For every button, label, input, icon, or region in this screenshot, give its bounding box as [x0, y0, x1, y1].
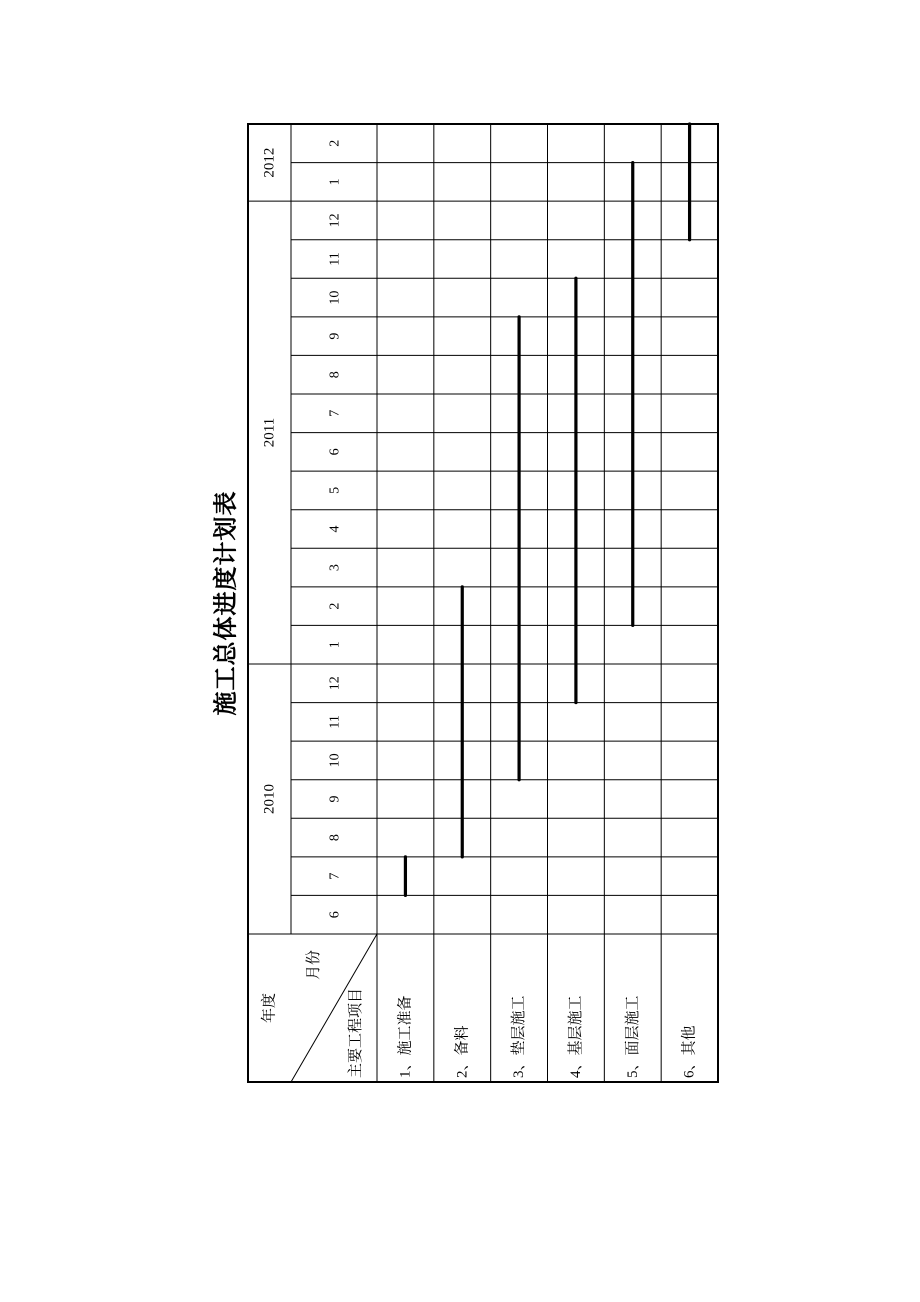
year-label: 2012 [261, 147, 278, 178]
month-label: 10 [327, 290, 343, 305]
month-label: 6 [327, 911, 343, 919]
item-header-label: 主要工程项目 [348, 987, 364, 1078]
month-label: 11 [327, 715, 343, 729]
year-label: 2011 [261, 417, 278, 448]
month-label: 4 [327, 525, 343, 533]
month-label: 3 [327, 564, 343, 572]
task-label: 1、施工准备 [397, 995, 414, 1078]
month-label: 10 [327, 753, 343, 768]
header-diagonal-line [291, 934, 377, 1082]
month-label: 1 [327, 641, 343, 649]
year-label: 2010 [261, 784, 278, 814]
month-label: 2 [327, 139, 343, 147]
table-border [248, 124, 718, 1082]
month-label: 12 [327, 676, 343, 691]
month-label: 6 [327, 448, 343, 456]
task-label: 3、垫层施工 [511, 995, 528, 1078]
month-label: 7 [327, 872, 343, 880]
task-label: 4、基层施工 [567, 995, 584, 1078]
month-label: 7 [327, 409, 343, 417]
month-label: 11 [327, 252, 343, 266]
month-label: 1 [327, 178, 343, 186]
month-header-label: 月份 [306, 950, 322, 981]
month-label: 8 [327, 834, 343, 842]
gantt-grid [248, 124, 718, 1082]
task-label: 5、面层施工 [624, 995, 641, 1078]
task-label: 6、其他 [681, 1025, 698, 1078]
page-title-text: 施工总体进度计划表 [210, 490, 240, 716]
task-label: 2、备料 [454, 1025, 471, 1078]
month-label: 5 [327, 486, 343, 494]
month-label: 8 [327, 371, 343, 379]
month-label: 2 [327, 602, 343, 610]
month-label: 9 [327, 332, 343, 340]
year-header-label: 年度 [261, 992, 278, 1024]
month-label: 12 [327, 213, 343, 228]
month-label: 9 [327, 795, 343, 803]
